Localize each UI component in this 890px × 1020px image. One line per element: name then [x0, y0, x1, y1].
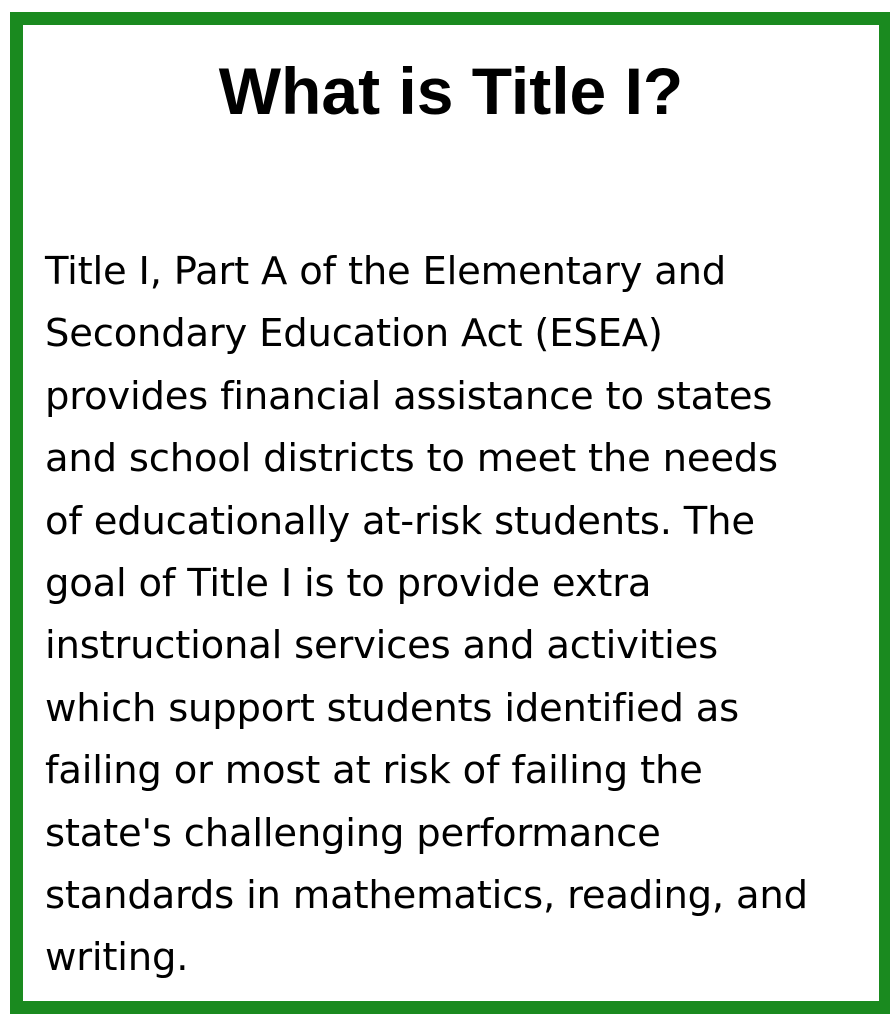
body-line: standards in mathematics, reading, and	[45, 873, 808, 919]
body-line: Secondary Education Act (ESEA)	[45, 311, 663, 357]
info-card	[10, 12, 890, 1014]
body-line: provides financial assistance to states	[45, 373, 773, 419]
body-line: goal of Title I is to provide extra	[45, 561, 652, 607]
body-line: state's challenging performance	[45, 810, 661, 856]
body-line: instructional services and activities	[45, 623, 718, 669]
body-line: writing.	[45, 935, 189, 981]
card-body	[45, 241, 865, 990]
body-line: failing or most at risk of failing the	[45, 748, 703, 794]
body-line: and school districts to meet the needs	[45, 436, 778, 482]
body-line: which support students identified as	[45, 685, 739, 731]
card-title: What is Title I?	[218, 54, 684, 128]
body-line: Title I, Part A of the Elementary and	[45, 249, 727, 294]
body-line: of educationally at-risk students. The	[45, 498, 755, 544]
